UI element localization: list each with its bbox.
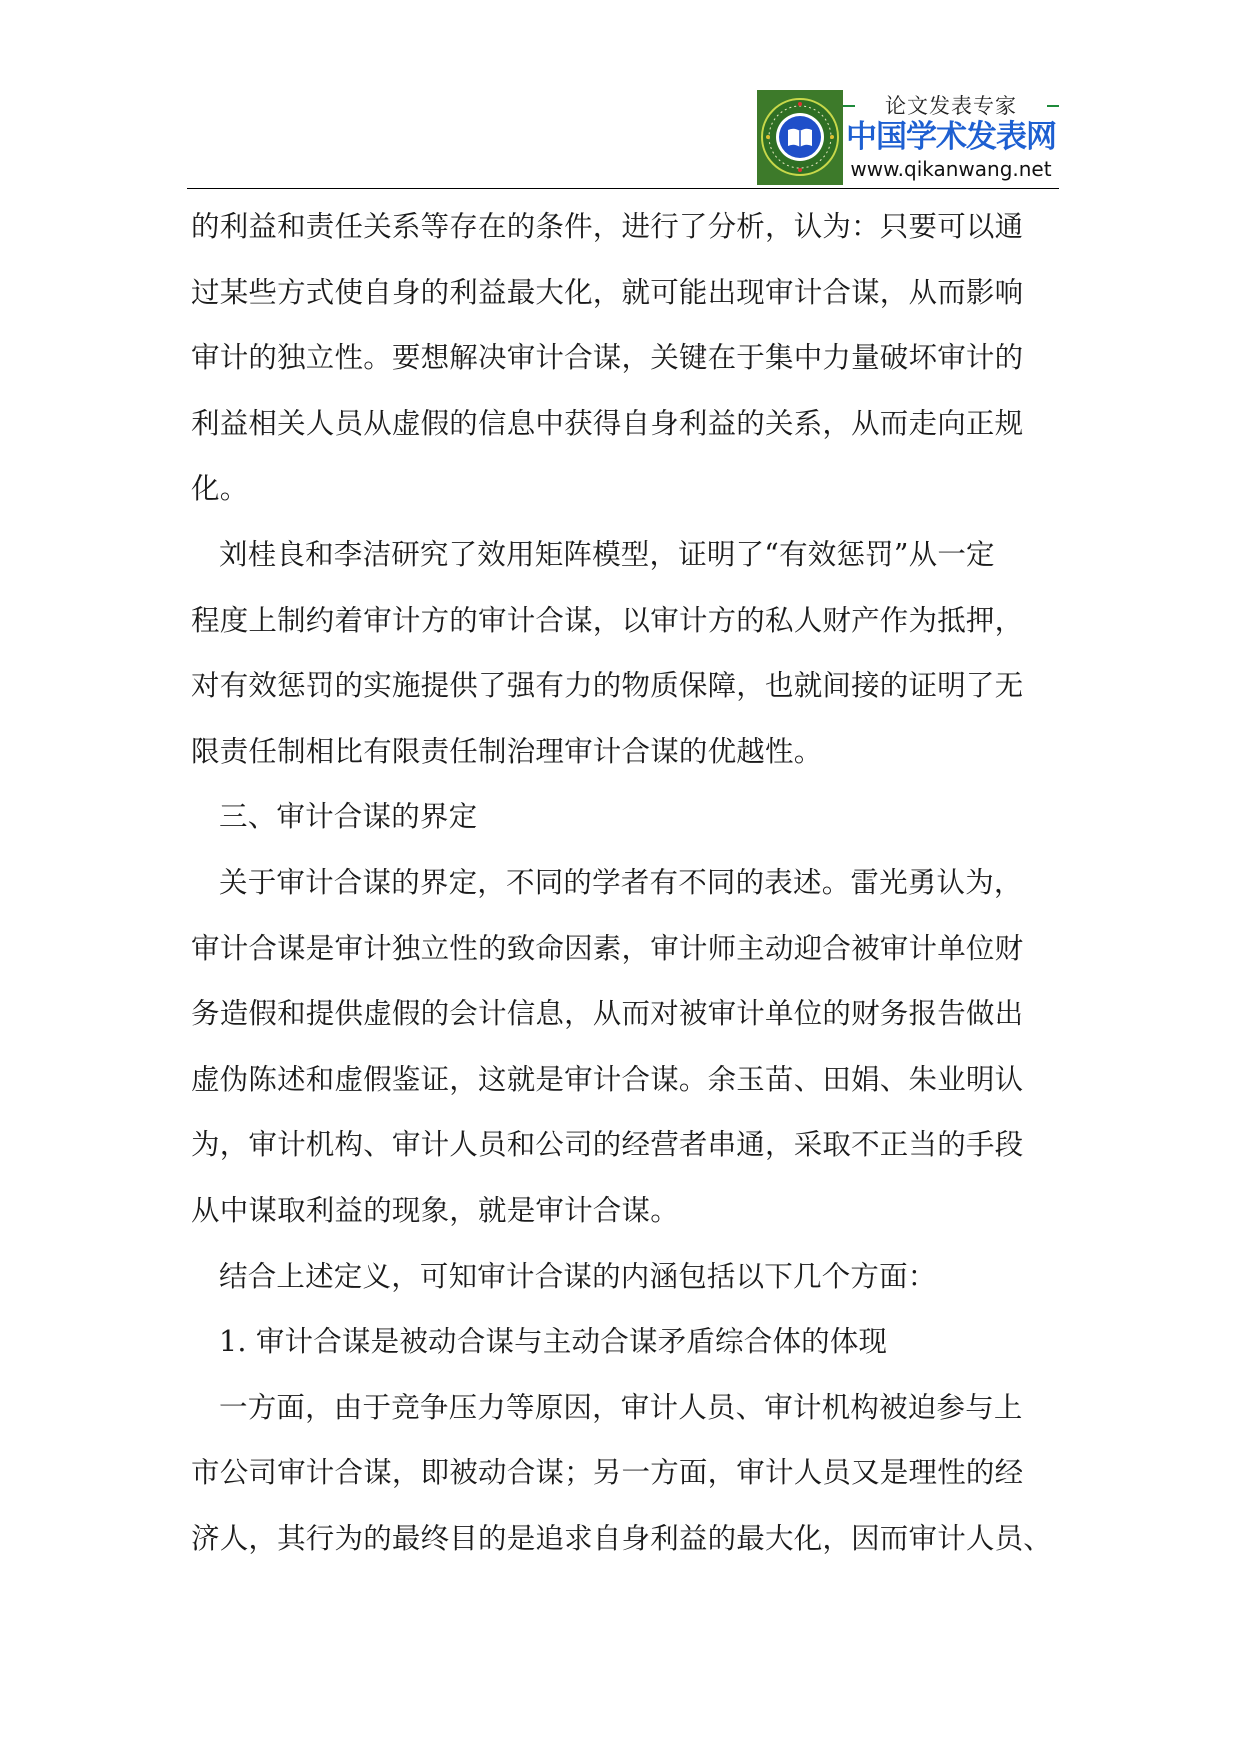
- text-line: 程度上制约着审计方的审计合谋，以审计方的私人财产作为抵押，: [191, 603, 1024, 637]
- text-line: 的利益和责任关系等存在的条件，进行了分析，认为：只要可以通: [191, 210, 1024, 243]
- text-line: 刘桂良和李洁研究了效用矩阵模型，证明了“有效惩罚”从一定: [219, 537, 995, 571]
- text-line: 济人，其行为的最终目的是追求自身利益的最大化，因而审计人员、: [191, 1521, 1053, 1555]
- text-line: 一方面，由于竞争压力等原因，审计人员、审计机构被迫参与上: [219, 1390, 1023, 1424]
- text-line: 1. 审计合谋是被动合谋与主动合谋矛盾综合体的体现: [219, 1325, 888, 1359]
- logo-tagline: 论文发表专家: [885, 94, 1017, 118]
- document-body: [191, 194, 1053, 1571]
- site-logo: [757, 90, 1059, 185]
- logo-site-url: www.qikanwang.net: [850, 157, 1052, 181]
- text-line: 关于审计合谋的界定，不同的学者有不同的表述。雷光勇认为，: [219, 865, 1023, 899]
- text-line: 审计的独立性。要想解决审计合谋，关键在于集中力量破坏审计的: [191, 341, 1024, 375]
- text-line: 三、审计合谋的界定: [219, 800, 478, 834]
- text-line: 虚伪陈述和虚假鉴证，这就是审计合谋。余玉苗、田娟、朱业明认: [191, 1062, 1024, 1096]
- text-line: 市公司审计合谋，即被动合谋；另一方面，审计人员又是理性的经: [191, 1456, 1024, 1490]
- text-line: 审计合谋是审计独立性的致命因素，审计师主动迎合被审计单位财: [191, 931, 1024, 965]
- text-line: 限责任制相比有限责任制治理审计合谋的优越性。: [191, 734, 823, 768]
- text-line: 务造假和提供虚假的会计信息，从而对被审计单位的财务报告做出: [191, 997, 1024, 1031]
- text-line: 化。: [191, 472, 249, 506]
- text-line: 结合上述定义，可知审计合谋的内涵包括以下几个方面：: [219, 1259, 937, 1293]
- text-line: 利益相关人员从虚假的信息中获得自身利益的关系，从而走向正规: [191, 406, 1024, 440]
- text-line: 过某些方式使自身的利益最大化，就可能出现审计合谋，从而影响: [191, 275, 1024, 309]
- tagline-rule-right: [1047, 105, 1059, 107]
- logo-brand-name: 中国学术发表网: [846, 119, 1056, 155]
- text-line: 为，审计机构、审计人员和公司的经营者串通，采取不正当的手段: [191, 1128, 1024, 1162]
- text-line: 对有效惩罚的实施提供了强有力的物质保障，也就间接的证明了无: [191, 669, 1024, 703]
- header-divider: [187, 188, 1059, 189]
- text-line: 从中谋取利益的现象，就是审计合谋。: [191, 1193, 679, 1227]
- seal-emblem-icon: [757, 90, 843, 185]
